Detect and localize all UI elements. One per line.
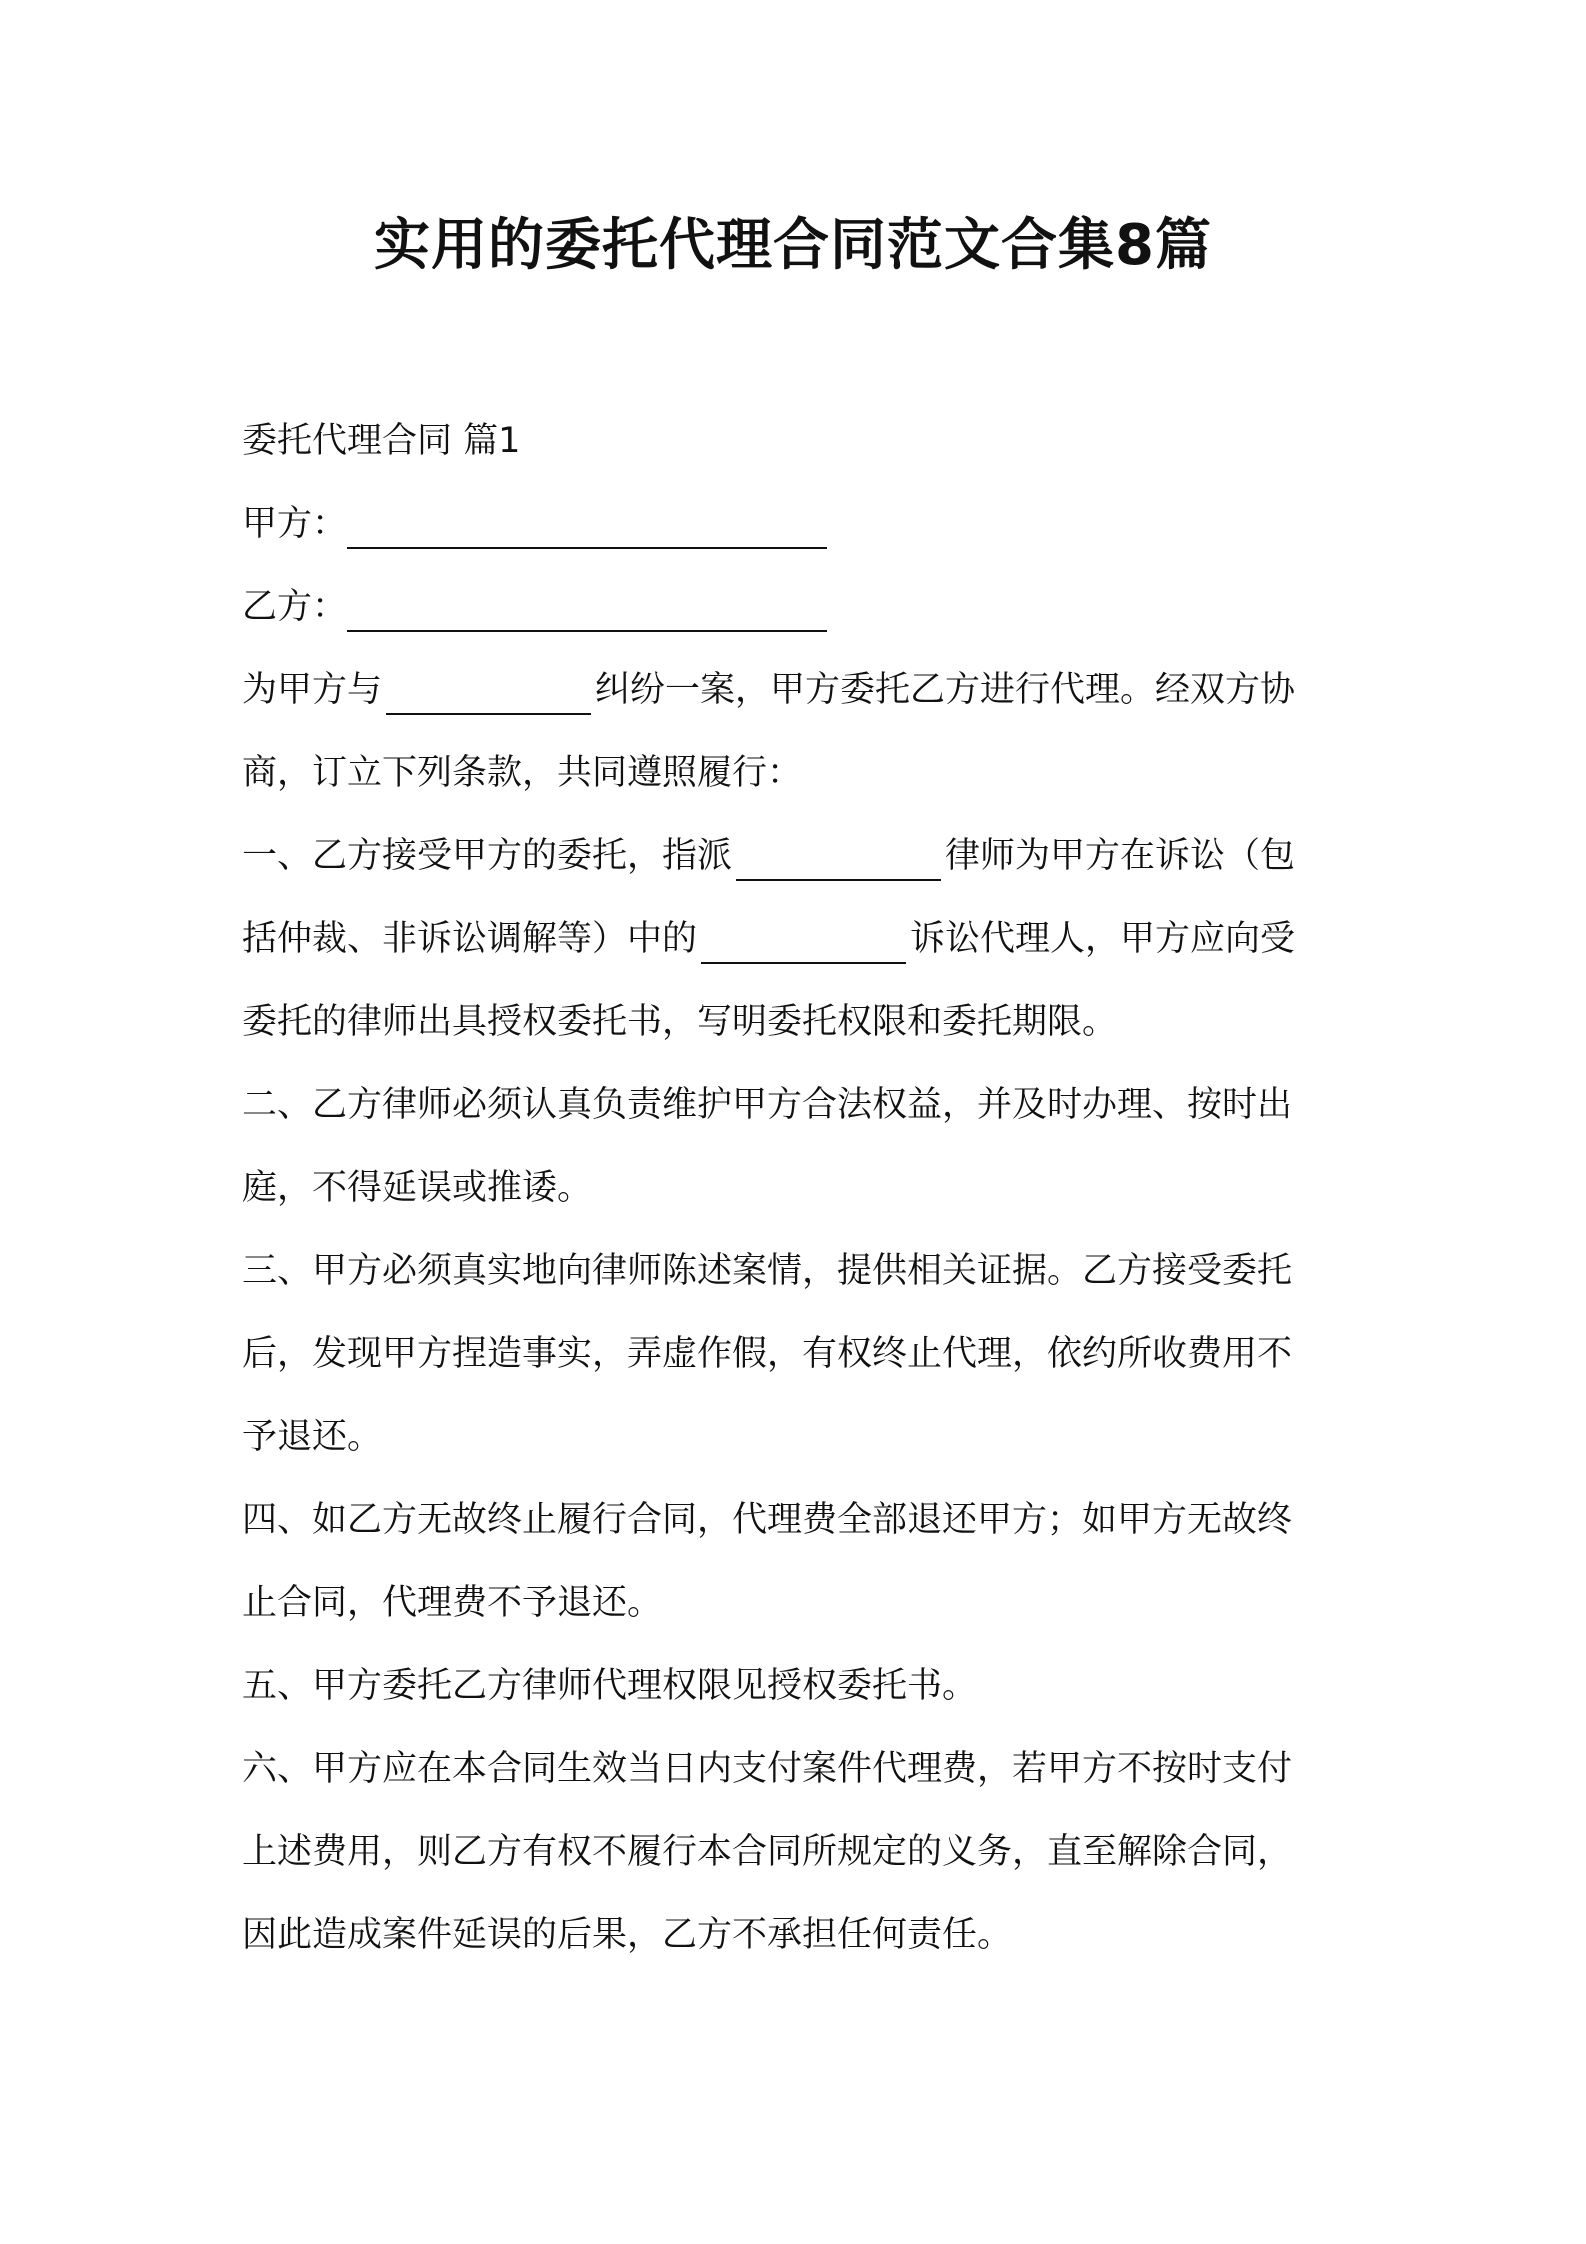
text-segment: 诉讼代理人，甲方应向受: [910, 919, 1296, 959]
text-segment: 括仲裁、非诉讼调解等）中的: [242, 919, 698, 959]
clause-3: [242, 1230, 1352, 1479]
party-a-blank[interactable]: [347, 501, 827, 549]
clause-5: [242, 1645, 1352, 1728]
document-title: 实用的委托代理合同范文合集8篇: [374, 213, 1212, 278]
text-segment: 律师为甲方在诉讼（包: [945, 836, 1296, 876]
paragraph-intro: [242, 649, 1352, 815]
party-a-label: 甲方：: [242, 504, 348, 544]
party-b-blank[interactable]: [347, 584, 827, 632]
paragraph-line: 三、甲方必须真实地向律师陈述案情，提供相关证据。乙方接受委托: [242, 1251, 1293, 1291]
party-b-line: [242, 566, 1352, 649]
paragraph-line: 四、如乙方无故终止履行合同，代理费全部退还甲方；如甲方无故终: [242, 1500, 1293, 1540]
paragraph-line: 六、甲方应在本合同生效当日内支付案件代理费，若甲方不按时支付: [242, 1749, 1293, 1789]
clause-1: [242, 815, 1352, 1064]
party-a-line: [242, 483, 1352, 566]
stage-blank[interactable]: [701, 916, 906, 964]
paragraph-line: [242, 649, 1352, 732]
paragraph-line: [242, 815, 1352, 898]
paragraph-line: 五、甲方委托乙方律师代理权限见授权委托书。: [242, 1666, 978, 1706]
paragraph-line: 止合同，代理费不予退还。: [242, 1583, 663, 1623]
paragraph-line: 二、乙方律师必须认真负责维护甲方合法权益，并及时办理、按时出: [242, 1085, 1293, 1125]
clause-4: [242, 1479, 1352, 1645]
paragraph-line: [242, 898, 1352, 981]
paragraph-line: 后，发现甲方捏造事实，弄虚作假，有权终止代理，依约所收费用不: [242, 1334, 1293, 1374]
text-segment: 为甲方与: [242, 670, 383, 710]
paragraph-line: 因此造成案件延误的后果，乙方不承担任何责任。: [242, 1915, 1013, 1955]
clause-2: [242, 1064, 1352, 1230]
text-segment: 纠纷一案，甲方委托乙方进行代理。经双方协: [595, 670, 1296, 710]
document-body: [242, 400, 1352, 1977]
text-segment: 一、乙方接受甲方的委托，指派: [242, 836, 733, 876]
party-b-label: 乙方：: [242, 587, 348, 627]
paragraph-line: 商，订立下列条款，共同遵照履行：: [242, 753, 803, 793]
paragraph-line: 庭，不得延误或推诿。: [242, 1168, 593, 1208]
clause-6: [242, 1728, 1352, 1977]
paragraph-line: 上述费用，则乙方有权不履行本合同所规定的义务，直至解除合同，: [242, 1832, 1293, 1872]
section-heading: 委托代理合同 篇1: [242, 421, 521, 461]
lawyer-name-blank[interactable]: [736, 833, 941, 881]
paragraph-line: 委托的律师出具授权委托书，写明委托权限和委托期限。: [242, 1002, 1118, 1042]
paragraph-line: 予退还。: [242, 1417, 383, 1457]
dispute-blank[interactable]: [386, 667, 591, 715]
